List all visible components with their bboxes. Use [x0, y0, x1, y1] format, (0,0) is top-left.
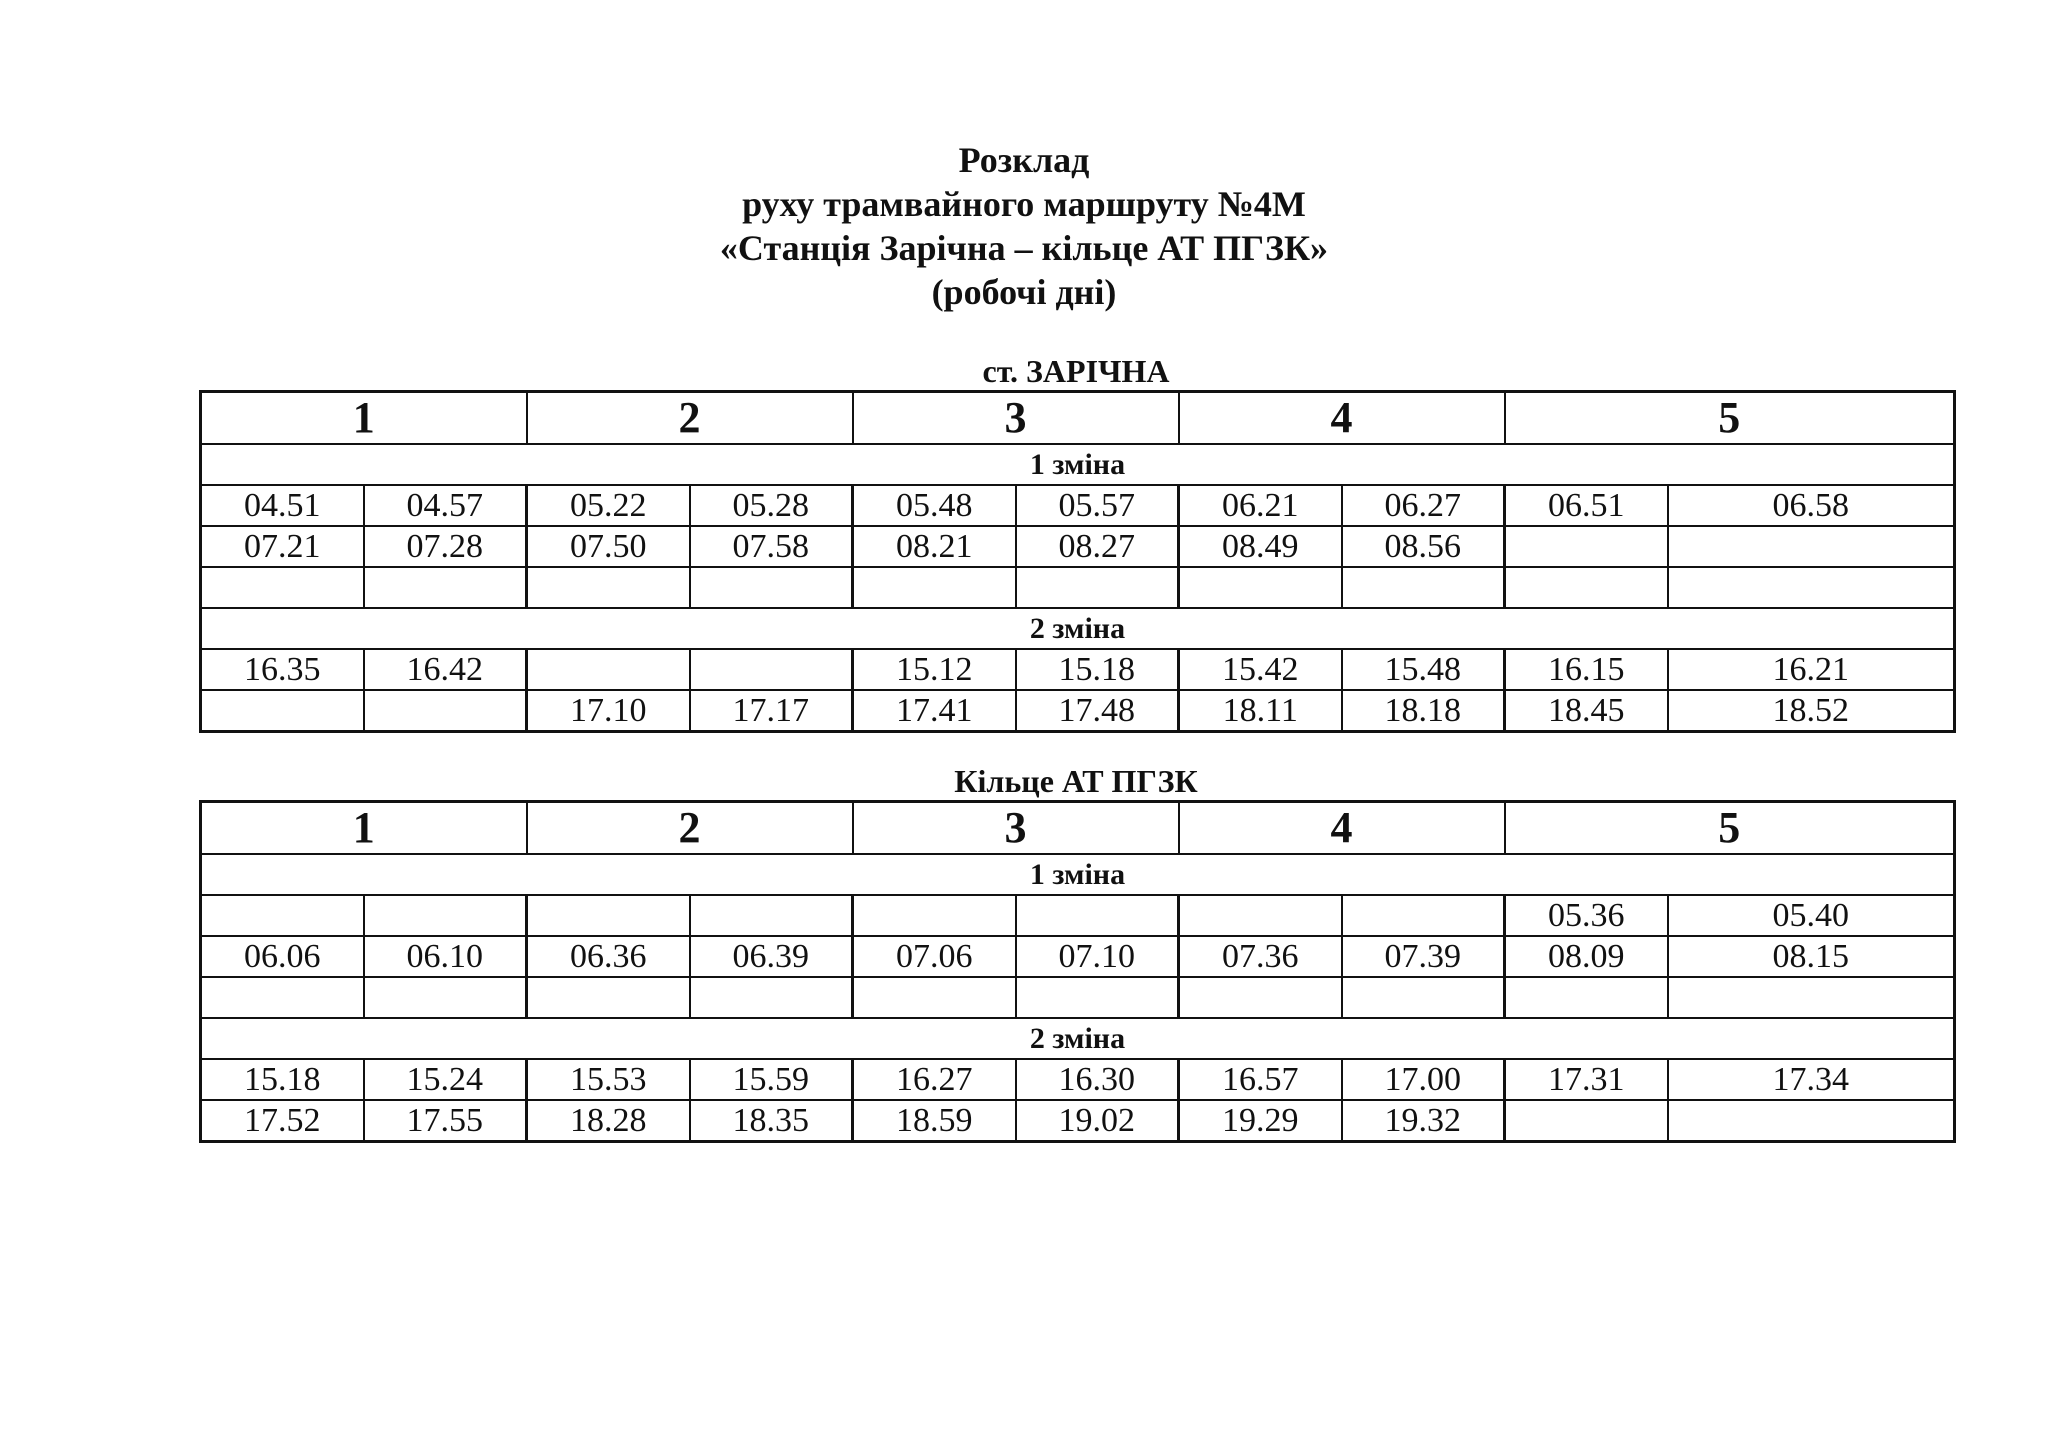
time-cell: [1016, 895, 1179, 936]
time-cell: [1016, 977, 1179, 1018]
time-cell: 17.17: [690, 690, 853, 732]
time-cell: 19.02: [1016, 1100, 1179, 1142]
table-row: [201, 936, 1955, 977]
time-cell: 15.53: [527, 1059, 690, 1100]
time-cell: 17.52: [201, 1100, 364, 1142]
time-cell: 06.39: [690, 936, 853, 977]
time-cell: 05.36: [1505, 895, 1668, 936]
time-cell: 04.51: [201, 485, 364, 526]
shift-label: 1 зміна: [201, 444, 1955, 485]
time-cell: 07.10: [1016, 936, 1179, 977]
time-cell: 18.28: [527, 1100, 690, 1142]
time-cell: [1179, 895, 1342, 936]
time-cell: [527, 977, 690, 1018]
shift-row: [201, 444, 1955, 485]
section-title: Кільце АТ ПГЗК: [954, 763, 1198, 799]
time-cell: [853, 977, 1016, 1018]
time-cell: 16.35: [201, 649, 364, 690]
time-cell: [1179, 567, 1342, 608]
time-cell: [1342, 567, 1505, 608]
time-cell: 08.56: [1342, 526, 1505, 567]
time-cell: [1505, 526, 1668, 567]
time-cell: 16.21: [1668, 649, 1955, 690]
time-cell: 18.35: [690, 1100, 853, 1142]
time-cell: [364, 690, 527, 732]
table-row: [201, 649, 1955, 690]
time-cell: 16.42: [364, 649, 527, 690]
header-days: (робочі дні): [931, 272, 1117, 312]
time-cell: 19.32: [1342, 1100, 1505, 1142]
time-cell: 18.18: [1342, 690, 1505, 732]
document-header: [0, 138, 2048, 314]
time-cell: [527, 649, 690, 690]
time-cell: [1668, 1100, 1955, 1142]
time-cell: 17.48: [1016, 690, 1179, 732]
time-cell: 05.22: [527, 485, 690, 526]
time-cell: 05.28: [690, 485, 853, 526]
column-header-1: 1: [201, 392, 527, 445]
time-cell: 07.50: [527, 526, 690, 567]
schedule-section-zarichna: [199, 352, 1953, 733]
time-cell: [1668, 567, 1955, 608]
time-cell: 18.59: [853, 1100, 1016, 1142]
header-route-name: «Станція Зарічна – кільце АТ ПГЗК»: [719, 228, 1329, 268]
table-row: [201, 895, 1955, 936]
column-header-2: 2: [527, 392, 853, 445]
time-cell: 07.21: [201, 526, 364, 567]
time-cell: [527, 895, 690, 936]
time-cell: [1668, 526, 1955, 567]
time-cell: [201, 977, 364, 1018]
time-cell: [1342, 977, 1505, 1018]
time-cell: 15.59: [690, 1059, 853, 1100]
time-cell: 05.40: [1668, 895, 1955, 936]
column-header-row: [201, 802, 1955, 855]
time-cell: 17.10: [527, 690, 690, 732]
shift-label: 1 зміна: [201, 854, 1955, 895]
time-cell: 16.27: [853, 1059, 1016, 1100]
header-route: руху трамвайного маршруту №4М: [742, 184, 1306, 224]
section-title: ст. ЗАРІЧНА: [982, 353, 1170, 389]
time-cell: 06.21: [1179, 485, 1342, 526]
time-cell: 16.15: [1505, 649, 1668, 690]
time-cell: 08.49: [1179, 526, 1342, 567]
time-cell: 07.58: [690, 526, 853, 567]
time-cell: [201, 895, 364, 936]
time-cell: 06.10: [364, 936, 527, 977]
time-cell: [853, 895, 1016, 936]
time-cell: 15.24: [364, 1059, 527, 1100]
time-cell: [690, 649, 853, 690]
time-cell: [1179, 977, 1342, 1018]
column-header-4: 4: [1179, 802, 1505, 855]
time-cell: 16.57: [1179, 1059, 1342, 1100]
schedule-table: [199, 800, 1956, 1143]
time-cell: 17.00: [1342, 1059, 1505, 1100]
time-cell: 15.18: [1016, 649, 1179, 690]
column-header-5: 5: [1505, 802, 1955, 855]
time-cell: 08.27: [1016, 526, 1179, 567]
time-cell: [1342, 895, 1505, 936]
time-cell: [364, 977, 527, 1018]
time-cell: [364, 567, 527, 608]
time-cell: [527, 567, 690, 608]
shift-row: [201, 608, 1955, 649]
time-cell: 04.57: [364, 485, 527, 526]
time-cell: 08.15: [1668, 936, 1955, 977]
time-cell: [1505, 977, 1668, 1018]
schedule-section-kiltse: [199, 762, 1953, 1143]
time-cell: [201, 567, 364, 608]
time-cell: 06.06: [201, 936, 364, 977]
time-cell: 19.29: [1179, 1100, 1342, 1142]
time-cell: 18.11: [1179, 690, 1342, 732]
time-cell: 06.58: [1668, 485, 1955, 526]
time-cell: [1668, 977, 1955, 1018]
time-cell: 17.55: [364, 1100, 527, 1142]
time-cell: [364, 895, 527, 936]
shift-row: [201, 854, 1955, 895]
time-cell: [690, 567, 853, 608]
column-header-4: 4: [1179, 392, 1505, 445]
time-cell: 18.45: [1505, 690, 1668, 732]
table-row: [201, 485, 1955, 526]
time-cell: 06.27: [1342, 485, 1505, 526]
column-header-3: 3: [853, 392, 1179, 445]
time-cell: 15.12: [853, 649, 1016, 690]
time-cell: 07.36: [1179, 936, 1342, 977]
column-header-row: [201, 392, 1955, 445]
table-row: [201, 567, 1955, 608]
time-cell: [690, 895, 853, 936]
shift-row: [201, 1018, 1955, 1059]
time-cell: 16.30: [1016, 1059, 1179, 1100]
time-cell: [853, 567, 1016, 608]
time-cell: 05.57: [1016, 485, 1179, 526]
time-cell: [1505, 567, 1668, 608]
time-cell: 15.18: [201, 1059, 364, 1100]
time-cell: [690, 977, 853, 1018]
shift-label: 2 зміна: [201, 1018, 1955, 1059]
time-cell: 07.28: [364, 526, 527, 567]
schedule-table: [199, 390, 1956, 733]
time-cell: 17.31: [1505, 1059, 1668, 1100]
time-cell: [201, 690, 364, 732]
time-cell: 07.06: [853, 936, 1016, 977]
time-cell: 17.41: [853, 690, 1016, 732]
time-cell: 15.48: [1342, 649, 1505, 690]
time-cell: 15.42: [1179, 649, 1342, 690]
table-row: [201, 526, 1955, 567]
time-cell: 18.52: [1668, 690, 1955, 732]
time-cell: [1016, 567, 1179, 608]
time-cell: 08.09: [1505, 936, 1668, 977]
table-row: [201, 1059, 1955, 1100]
column-header-1: 1: [201, 802, 527, 855]
column-header-3: 3: [853, 802, 1179, 855]
column-header-2: 2: [527, 802, 853, 855]
time-cell: 06.36: [527, 936, 690, 977]
time-cell: 06.51: [1505, 485, 1668, 526]
table-row: [201, 977, 1955, 1018]
header-title: Розклад: [958, 140, 1090, 180]
column-header-5: 5: [1505, 392, 1955, 445]
table-row: [201, 690, 1955, 732]
time-cell: [1505, 1100, 1668, 1142]
table-row: [201, 1100, 1955, 1142]
time-cell: 05.48: [853, 485, 1016, 526]
shift-label: 2 зміна: [201, 608, 1955, 649]
time-cell: 17.34: [1668, 1059, 1955, 1100]
time-cell: 08.21: [853, 526, 1016, 567]
time-cell: 07.39: [1342, 936, 1505, 977]
